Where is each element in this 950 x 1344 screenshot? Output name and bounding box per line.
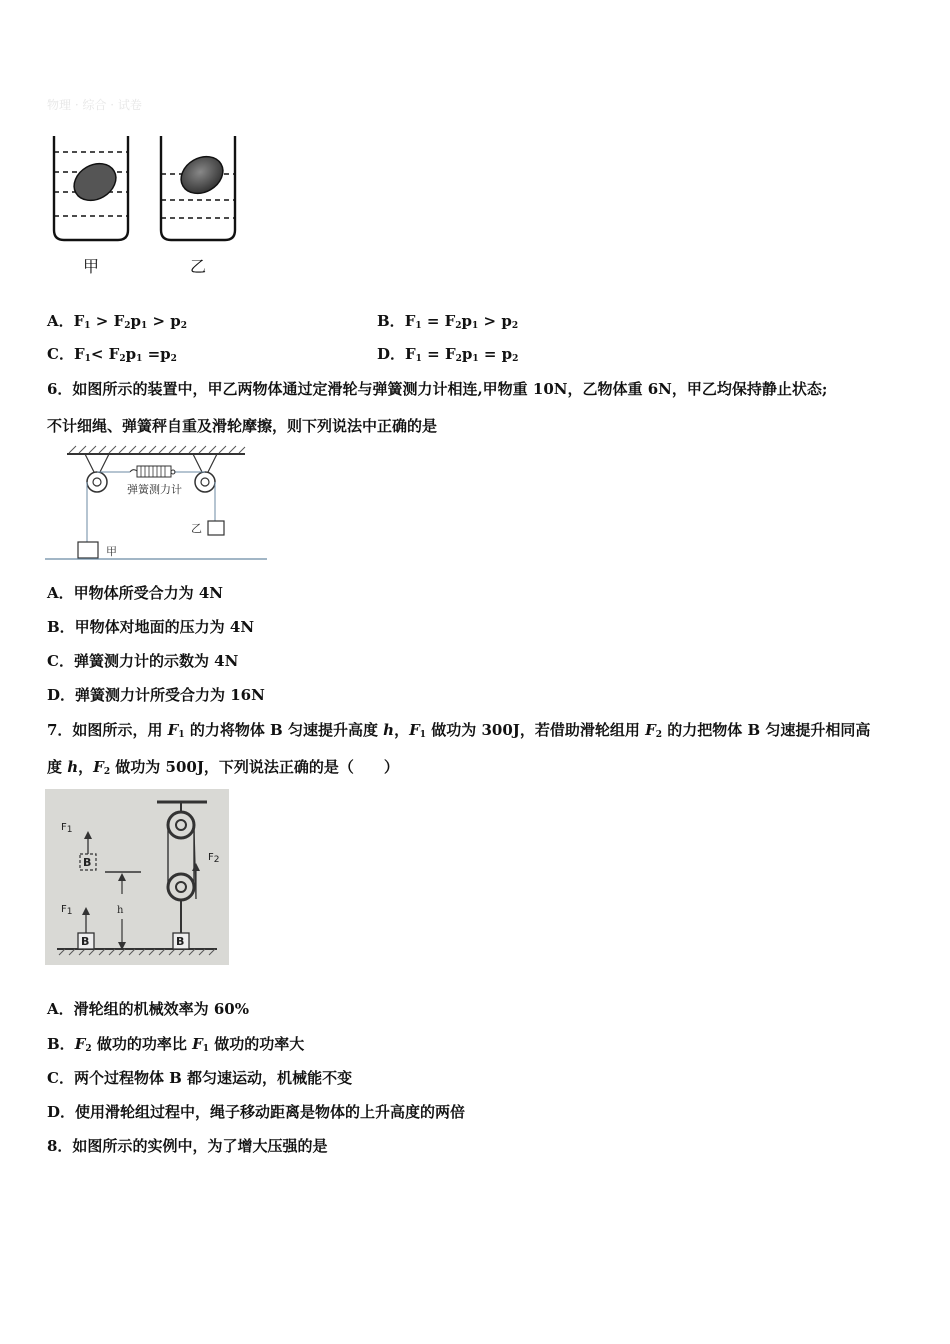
- q7-option-a[interactable]: A．滑轮组的机械效率为 60%: [47, 1000, 249, 1018]
- spring-scale-label: 弹簧测力计: [127, 483, 182, 496]
- q7-fig-h: h: [117, 905, 124, 916]
- q5-option-b[interactable]: B．$F_1 = F_2p_1 > p_2$: [377, 312, 519, 331]
- q7-stem-line2: 度 h，$F_2$ 做功为 500J，下列说法正确的是（ ）: [47, 758, 399, 777]
- label-yi: 乙: [190, 257, 207, 276]
- q7-fig-f1-bottom: $F_1$: [61, 904, 73, 917]
- q7-stem-line1: 7．如图所示，用 $F_1$ 的力将物体 B 匀速提升高度 h，$F_1$ 做功为 300J，若借助滑轮组用 $F_2$ 的力把物体 B 匀速提升相同高: [47, 721, 871, 740]
- label-jia: 甲: [83, 257, 100, 276]
- q7-option-d[interactable]: D．使用滑轮组过程中，绳子移动距离是物体的上升高度的两倍: [47, 1103, 466, 1121]
- q6-stem-line1: 6．如图所示的装置中，甲乙两物体通过定滑轮与弹簧测力计相连,甲物重 10N，乙物体重 6N，甲乙均保持静止状态;: [47, 380, 828, 398]
- object-yi-box: [208, 521, 224, 535]
- faint-header: 物理 · 综合 · 试卷: [47, 98, 142, 112]
- q6-stem-line2: 不计细绳、弹簧秤自重及滑轮摩擦，则下列说法中正确的是: [47, 417, 438, 435]
- q6-fig-label-yi: 乙: [191, 522, 202, 535]
- q7-fig-b-raised: B: [83, 856, 92, 869]
- q7-fig-b-pulley: B: [176, 935, 185, 948]
- q8-stem: 8．如图所示的实例中，为了增大压强的是: [47, 1137, 328, 1155]
- q7-fig-b-ground: B: [81, 935, 90, 948]
- q7-option-c[interactable]: C．两个过程物体 B 都匀速运动，机械能不变: [47, 1069, 353, 1087]
- q7-fig-f1-top: $F_1$: [61, 822, 73, 835]
- q6-option-d[interactable]: D．弹簧测力计所受合力为 16N: [47, 686, 265, 704]
- q6-option-a[interactable]: A．甲物体所受合力为 4N: [47, 584, 224, 602]
- q6-pulley-figure: [45, 444, 270, 566]
- q5-option-c[interactable]: C．$F_1< F_2p_1 =p_2$: [47, 345, 177, 364]
- q6-option-c[interactable]: C．弹簧测力计的示数为 4N: [47, 652, 239, 670]
- q6-option-b[interactable]: B．甲物体对地面的压力为 4N: [47, 618, 255, 636]
- q5-option-a[interactable]: A．$F_1 > F_2p_1 > p_2$: [47, 312, 188, 331]
- q5-containers-figure: [45, 130, 255, 250]
- q6-fig-label-jia: 甲: [106, 545, 117, 558]
- container-yi: [161, 136, 235, 240]
- q7-fig-f2: $F_2$: [208, 852, 220, 865]
- q5-option-d[interactable]: D．$F_1 = F_2p_1 = p_2$: [377, 345, 519, 364]
- q7-pulley-photo: [45, 789, 229, 965]
- q7-option-b[interactable]: B．$F_2$ 做功的功率比 $F_1$ 做功的功率大: [47, 1035, 305, 1054]
- object-jia-box: [78, 542, 98, 558]
- container-jia: [54, 136, 128, 240]
